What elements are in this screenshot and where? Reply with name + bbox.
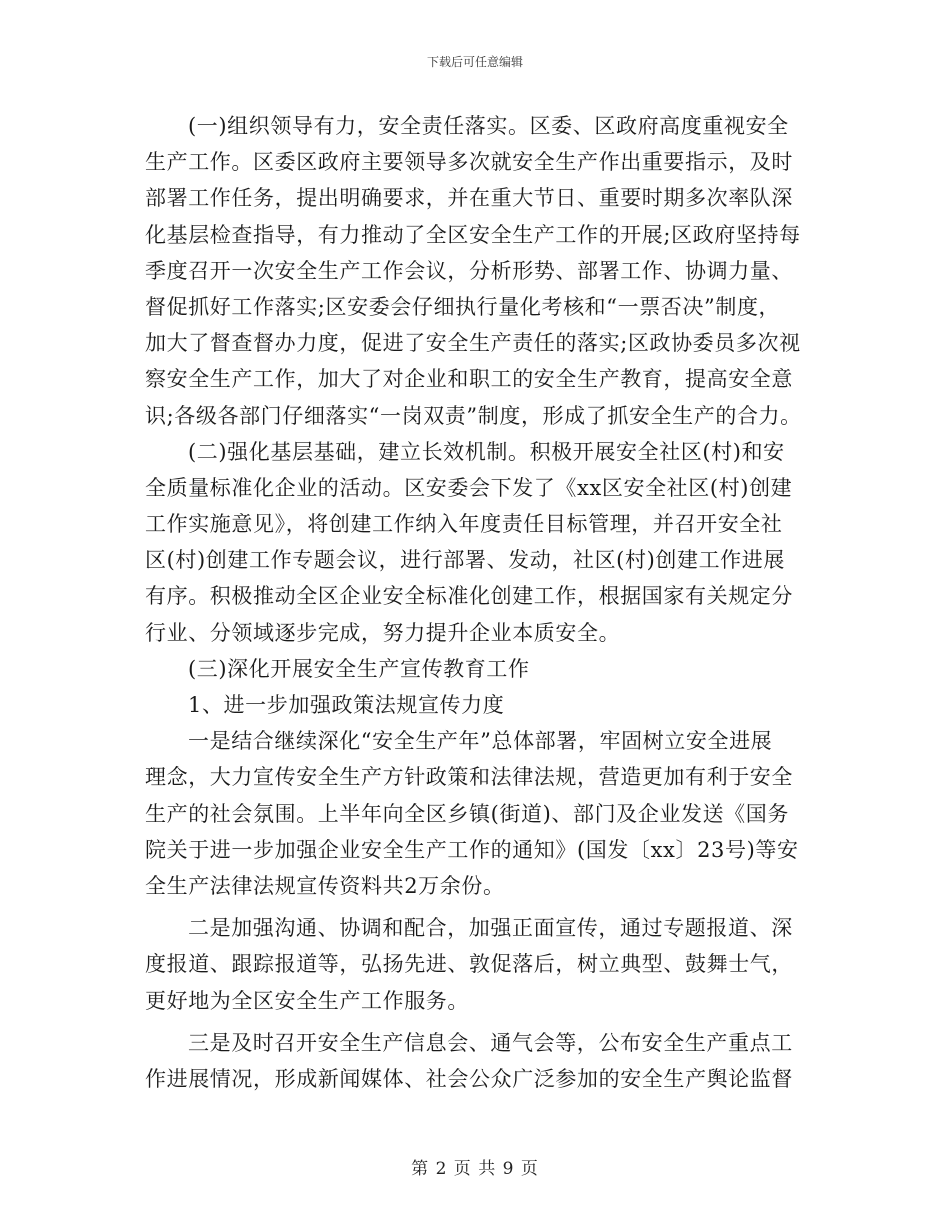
page-header-note: 下载后可任意编辑 <box>426 55 523 69</box>
text-line: (一)组织领导有力，安全责任落实。区委、区政府高度重视安全 <box>188 114 789 138</box>
text-line: 全生产法律法规宣传资料共2万余份。 <box>145 873 505 898</box>
text-line: 理念，大力宣传安全生产方针政策和法律法规，营造更加有利于安全 <box>145 765 793 790</box>
text-line: 生产的社会氛围。上半年向全区乡镇(街道)、部门及企业发送《国务 <box>145 801 789 826</box>
text-line: (三)深化开展安全生产宣传教育工作 <box>188 656 530 681</box>
paragraph-point-3 <box>145 1025 825 1097</box>
text-line: 作进展情况，形成新闻媒体、社会公众广泛参加的安全生产舆论监督 <box>145 1066 793 1091</box>
page-number-footer: 第 2 页 共 9 页 <box>411 1159 539 1179</box>
text-line: 有序。积极推动全区企业安全标准化创建工作，根据国家有关规定分 <box>145 584 793 609</box>
paragraph-point-2 <box>145 910 825 1019</box>
text-line: 1、进一步加强政策法规宣传力度 <box>188 693 505 717</box>
text-line: 行业、分领域逐步完成，努力提升企业本质安全。 <box>145 620 621 645</box>
text-line: 生产工作。区委区政府主要领导多次就安全生产作出重要指示，及时 <box>145 150 793 175</box>
text-line: 更好地为全区安全生产工作服务。 <box>145 988 469 1013</box>
text-line: (二)强化基层基础，建立长效机制。积极开展安全社区(村)和安 <box>188 439 785 464</box>
text-line: 加大了督查督办力度，促进了安全生产责任的落实;区政协委员多次视 <box>145 331 801 356</box>
text-line: 全质量标准化企业的活动。区安委会下发了《xx区安全社区(村)创建 <box>145 475 793 500</box>
text-line: 院关于进一步加强企业安全生产工作的通知》(国发〔xx〕23号)等安 <box>145 837 799 862</box>
paragraph-2 <box>145 434 825 651</box>
text-line: 部署工作任务，提出明确要求，并在重大节日、重要时期多次率队深 <box>145 186 793 211</box>
text-line: 二是加强沟通、协调和配合，加强正面宣传，通过专题报道、深 <box>188 916 793 941</box>
paragraph-1 <box>145 108 825 434</box>
document-body <box>145 108 825 1097</box>
text-line: 识;各级各部门仔细落实“一岗双责”制度，形成了抓安全生产的合力。 <box>145 403 802 428</box>
text-line: 度报道、跟踪报道等，弘扬先进、敦促落后，树立典型、鼓舞士气， <box>145 952 793 977</box>
text-line: 察安全生产工作，加大了对企业和职工的安全生产教育，提高安全意 <box>145 367 793 392</box>
text-line: 一是结合继续深化“安全生产年”总体部署，牢固树立安全进展 <box>188 729 773 754</box>
text-line: 化基层检查指导，有力推动了全区安全生产工作的开展;区政府坚持每 <box>145 222 801 247</box>
subsection-heading-1 <box>145 687 825 723</box>
text-line: 三是及时召开安全生产信息会、通气会等，公布安全生产重点工 <box>188 1030 793 1055</box>
text-line: 季度召开一次安全生产工作会议，分析形势、部署工作、协调力量、 <box>145 258 793 283</box>
paragraph-point-1 <box>145 723 825 904</box>
text-line: 工作实施意见》，将创建工作纳入年度责任目标管理，并召开安全社 <box>145 512 783 537</box>
section-heading-3 <box>145 651 825 687</box>
text-line: 区(村)创建工作专题会议，进行部署、发动，社区(村)创建工作进展 <box>145 548 785 573</box>
text-line: 督促抓好工作落实;区安委会仔细执行量化考核和“一票否决”制度， <box>145 294 781 319</box>
